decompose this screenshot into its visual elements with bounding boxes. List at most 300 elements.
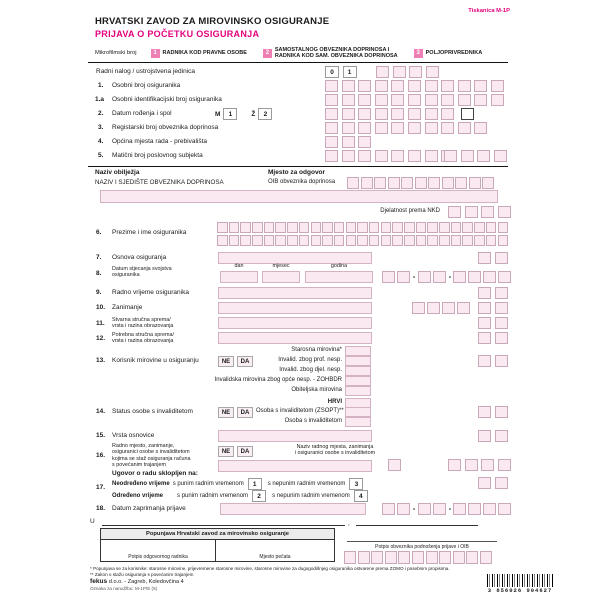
input-cell[interactable] (441, 80, 454, 92)
input-cell[interactable] (358, 94, 371, 106)
attr-col1-header: Naziv obilježja (95, 169, 140, 176)
field-17-code-cells (478, 477, 511, 489)
sex-m-label: M (215, 110, 221, 118)
field-15-number: 15. (96, 432, 106, 439)
neodredjeno-label: Neodređeno vrijeme (112, 481, 170, 487)
input-cell[interactable] (252, 222, 263, 233)
hrvi-label: HRVI (327, 399, 342, 405)
input-cell[interactable] (478, 430, 491, 442)
field-18-year-cells (453, 503, 513, 515)
input-cell[interactable] (461, 150, 474, 162)
invalid-opca-label: Invalidska mirovina zbog opće nesp. - ZOHBDR (214, 377, 342, 383)
input-cell[interactable] (425, 122, 438, 134)
input-cell[interactable] (217, 235, 228, 246)
field-8-day-bar[interactable] (220, 271, 258, 283)
input-cell[interactable] (358, 80, 371, 92)
field-11-label-line1: Stvarna stručna sprema/ (112, 317, 171, 323)
field-1a-cells (325, 94, 508, 106)
field-16-single-cell (388, 459, 405, 471)
input-cell[interactable] (375, 150, 388, 162)
field-5-cells (325, 150, 458, 162)
input-cell[interactable] (469, 177, 481, 189)
input-cell[interactable] (442, 177, 454, 189)
input-cell[interactable] (408, 122, 421, 134)
input-cell[interactable] (427, 222, 438, 233)
input-cell[interactable] (412, 551, 424, 564)
radni-nalog-label: Radni nalog / ustrojstvena jedinica (96, 68, 196, 75)
field-3-label: Registarski broj obveznika doprinosa (112, 124, 219, 131)
input-cell[interactable] (358, 108, 371, 120)
input-cell[interactable] (252, 235, 263, 246)
odredjeno-label: Određeno vrijeme (112, 493, 164, 499)
option-3-label: POLJOPRIVREDNIKA (425, 50, 483, 57)
footnote-1: * Popunjava se za korisnike: starosne mirovine, prijevremene starosne mirovine, starosne mirovine za dugogodišnjeg osiguranika ostvarene prema ZOMO i posebnim propisima. (90, 566, 450, 571)
input-cell[interactable] (448, 206, 461, 218)
input-cell[interactable] (478, 477, 491, 489)
input-cell[interactable] (375, 108, 388, 120)
code-1-box[interactable]: 1 (248, 478, 262, 490)
field-10-input-bar[interactable] (218, 302, 372, 314)
printer-name: fekus (90, 578, 108, 585)
input-cell[interactable] (481, 459, 494, 471)
input-cell[interactable] (388, 177, 400, 189)
input-cell[interactable] (392, 222, 403, 233)
input-cell[interactable] (408, 108, 421, 120)
input-cell[interactable] (229, 222, 240, 233)
place-label: U (90, 518, 95, 525)
input-cell[interactable] (388, 459, 401, 471)
input-cell[interactable] (478, 317, 491, 329)
input-cell[interactable] (491, 80, 504, 92)
field-5-number: 5. (98, 152, 104, 159)
input-cell[interactable] (342, 108, 355, 120)
input-cell[interactable] (391, 94, 404, 106)
option-1-code[interactable]: 1 (151, 49, 160, 58)
input-cell[interactable] (481, 206, 494, 218)
input-cell[interactable] (474, 94, 487, 106)
divider (88, 62, 508, 63)
input-cell[interactable] (397, 503, 410, 515)
place-line[interactable] (102, 518, 345, 526)
input-cell[interactable] (381, 235, 392, 246)
field-13-ne-box[interactable]: NE (218, 356, 234, 367)
field-7-code-cells (478, 252, 511, 264)
field-14-number: 14. (96, 408, 106, 415)
input-cell[interactable] (374, 177, 386, 189)
invalid-djel-box[interactable] (345, 366, 371, 376)
sex-answer-cell[interactable] (461, 108, 474, 120)
input-cell[interactable] (451, 235, 462, 246)
input-cell[interactable] (498, 222, 509, 233)
input-cell[interactable] (358, 150, 371, 162)
input-cell[interactable] (342, 94, 355, 106)
stamp-cell[interactable] (216, 540, 334, 561)
input-cell[interactable] (375, 94, 388, 106)
input-cell[interactable] (468, 503, 481, 515)
input-cell[interactable] (299, 235, 310, 246)
input-cell[interactable] (371, 551, 383, 564)
input-cell[interactable] (458, 94, 471, 106)
input-cell[interactable] (455, 177, 467, 189)
field-6-cells-row2 (217, 235, 509, 246)
field-13-da-box[interactable]: DA (237, 356, 253, 367)
input-cell[interactable] (433, 503, 446, 515)
input-cell[interactable] (347, 177, 359, 189)
field-10-code-cells (478, 302, 511, 314)
input-cell[interactable] (357, 222, 368, 233)
comma: , (348, 520, 350, 527)
attr-col2-header: Mjesto za odgovor (268, 169, 326, 176)
option-2-code[interactable]: 2 (263, 49, 272, 58)
hzmo-table-header: Popunjava Hrvatski zavod za mirovinsko osiguranje (101, 529, 334, 540)
input-cell[interactable] (391, 122, 404, 134)
input-cell[interactable] (486, 235, 497, 246)
input-cell[interactable] (474, 235, 485, 246)
input-cell[interactable] (342, 150, 355, 162)
input-cell[interactable] (408, 150, 421, 162)
input-cell[interactable] (495, 355, 508, 367)
starosna-mirovina-label: Starosna mirovina* (291, 347, 342, 353)
naziv-input-bar[interactable] (100, 190, 498, 203)
input-cell[interactable] (453, 271, 466, 283)
input-cell[interactable] (404, 235, 415, 246)
input-cell[interactable] (474, 222, 485, 233)
input-cell[interactable] (361, 177, 373, 189)
input-cell[interactable] (491, 94, 504, 106)
input-cell[interactable] (358, 136, 371, 148)
field-15-label: Vrsta osnovice (112, 432, 155, 439)
option-2-label-line2: RADNIKA KOD SAM. OBVEZNIKA DOPRINOSA (274, 53, 398, 60)
zsopt-box[interactable] (345, 407, 371, 417)
input-cell[interactable] (275, 235, 286, 246)
input-cell[interactable] (322, 235, 333, 246)
field-8-label-line2: osiguranika (112, 272, 140, 279)
input-cell[interactable] (498, 459, 511, 471)
input-cell[interactable] (240, 222, 251, 233)
input-cell[interactable] (498, 206, 511, 218)
form-title: PRIJAVA O POČETKU OSIGURANJA (95, 29, 260, 39)
input-cell[interactable] (498, 271, 511, 283)
sex-m-code[interactable]: 1 (223, 108, 237, 120)
input-cell[interactable] (342, 136, 355, 148)
input-cell[interactable] (311, 235, 322, 246)
input-cell[interactable] (412, 302, 425, 314)
input-cell[interactable] (441, 94, 454, 106)
field-16-number: 16. (96, 452, 106, 459)
field-7-label: Osnova osiguranja (112, 254, 167, 261)
input-cell[interactable] (229, 235, 240, 246)
input-cell[interactable] (439, 222, 450, 233)
input-cell[interactable] (451, 222, 462, 233)
field-9-label: Radno vrijeme osiguranika (112, 289, 189, 296)
barcode-bars (487, 574, 553, 588)
input-cell[interactable] (346, 222, 357, 233)
osoba-invaliditet-label: Osoba s invaliditetom (284, 418, 342, 424)
input-cell[interactable] (409, 66, 422, 78)
input-cell[interactable] (391, 150, 404, 162)
input-cell[interactable] (428, 177, 440, 189)
input-cell[interactable] (465, 459, 478, 471)
field-8-month-bar[interactable] (262, 271, 300, 283)
input-cell[interactable] (416, 222, 427, 233)
sex-z-code[interactable]: 2 (258, 108, 272, 120)
input-cell[interactable] (369, 235, 380, 246)
input-cell[interactable] (427, 235, 438, 246)
input-cell[interactable] (391, 108, 404, 120)
field-15-input-bar[interactable] (218, 430, 372, 442)
field-4-number: 4. (98, 138, 104, 145)
input-cell[interactable] (325, 94, 338, 106)
input-cell[interactable] (458, 122, 471, 134)
input-cell[interactable] (425, 108, 438, 120)
input-cell[interactable] (468, 271, 481, 283)
input-cell[interactable] (375, 80, 388, 92)
input-cell[interactable] (483, 503, 496, 515)
field-1a-number: 1.a (95, 96, 105, 103)
field-4-cells (325, 136, 375, 148)
field-3-number: 3. (98, 124, 104, 131)
field-8-day-cells (382, 271, 412, 283)
date-dot (413, 276, 415, 278)
field-16-ne-box[interactable]: NE (218, 446, 234, 457)
input-cell[interactable] (264, 222, 275, 233)
input-cell[interactable] (495, 406, 508, 418)
input-cell[interactable] (433, 271, 446, 283)
field-16-da-box[interactable]: DA (237, 446, 253, 457)
input-cell[interactable] (325, 108, 338, 120)
input-cell[interactable] (325, 136, 338, 148)
input-cell[interactable] (498, 235, 509, 246)
field-1a-label: Osobni identifikacijski broj osiguranika (112, 96, 222, 103)
input-cell[interactable] (427, 302, 440, 314)
input-cell[interactable] (415, 177, 427, 189)
input-cell[interactable] (462, 222, 473, 233)
input-cell[interactable] (393, 66, 406, 78)
input-cell[interactable] (401, 177, 413, 189)
printer-address: d.o.o. - Zagreb, Koledovčina 4 (108, 579, 184, 585)
input-cell[interactable] (382, 503, 395, 515)
input-cell[interactable] (495, 287, 508, 299)
input-cell[interactable] (442, 302, 455, 314)
input-cell[interactable] (478, 355, 491, 367)
input-cell[interactable] (448, 459, 461, 471)
input-cell[interactable] (358, 122, 371, 134)
field-9-number: 9. (96, 289, 102, 296)
input-cell[interactable] (392, 235, 403, 246)
input-cell[interactable] (495, 252, 508, 264)
divider (88, 166, 508, 167)
input-cell[interactable] (495, 477, 508, 489)
input-cell[interactable] (385, 551, 397, 564)
input-cell[interactable] (346, 235, 357, 246)
input-cell[interactable] (408, 94, 421, 106)
input-cell[interactable] (425, 94, 438, 106)
input-cell[interactable] (478, 406, 491, 418)
input-cell[interactable] (408, 80, 421, 92)
obveznik-signature-caption: Potpis obveznika podnošenja prijave i OIB (375, 544, 469, 550)
microfilm-label: Mikrofilmski broj (95, 49, 137, 56)
input-cell[interactable] (478, 252, 491, 264)
input-cell[interactable] (465, 206, 478, 218)
obiteljska-box[interactable] (345, 386, 371, 396)
code-3-box[interactable]: 3 (349, 478, 363, 490)
date-dot (413, 508, 415, 510)
field-16-label-line1: Radno mjesto, zanimanje, (112, 443, 175, 449)
input-cell[interactable] (457, 302, 470, 314)
input-cell[interactable] (381, 222, 392, 233)
input-cell[interactable] (299, 222, 310, 233)
barcode-digits: 3 856026 904627 (487, 587, 553, 594)
input-cell[interactable] (474, 80, 487, 92)
option-2-label-line1: SAMOSTALNOG OBVEZNIKA DOPRINOSA I (274, 47, 390, 53)
input-cell[interactable] (264, 235, 275, 246)
form-code-label: Tiskanica M-1P (468, 8, 510, 14)
field-2-label: Datum rođenja i spol (112, 110, 172, 117)
field-10-cells (412, 302, 472, 314)
field-8-number: 8. (96, 270, 102, 277)
nkd-label: Djelatnost prema NKD (380, 208, 440, 214)
input-cell[interactable] (441, 108, 454, 120)
field-17-number: 17. (96, 484, 106, 491)
option-3-code[interactable]: 3 (414, 49, 423, 58)
input-cell[interactable] (426, 551, 438, 564)
oib-label: OIB obveznika doprinosa (268, 179, 336, 185)
input-cell[interactable] (474, 122, 487, 134)
input-cell[interactable] (466, 551, 478, 564)
field-18-day-cells (382, 503, 412, 515)
code-2-box[interactable]: 2 (252, 490, 266, 502)
input-cell[interactable] (418, 271, 431, 283)
field-6-label: Prezime i ime osiguranika (112, 229, 187, 236)
input-cell[interactable] (453, 503, 466, 515)
input-cell[interactable] (439, 235, 450, 246)
field-16-cells (448, 459, 514, 471)
field-9-input-bar[interactable] (218, 287, 372, 299)
input-cell[interactable] (483, 271, 496, 283)
input-cell[interactable] (287, 222, 298, 233)
input-cell[interactable] (334, 235, 345, 246)
input-cell[interactable] (495, 430, 508, 442)
field-14-da-box[interactable]: DA (237, 407, 253, 418)
input-cell[interactable] (462, 235, 473, 246)
input-cell[interactable] (325, 150, 338, 162)
input-cell[interactable] (391, 80, 404, 92)
field-18-month-cells (418, 503, 448, 515)
input-cell[interactable] (482, 177, 494, 189)
input-cell[interactable] (344, 551, 356, 564)
input-cell[interactable] (478, 302, 491, 314)
input-cell[interactable] (376, 66, 389, 78)
input-cell[interactable] (478, 332, 491, 344)
input-cell[interactable] (458, 80, 471, 92)
input-cell[interactable] (342, 122, 355, 134)
field-14-ne-box[interactable]: NE (218, 407, 234, 418)
code-4-box[interactable]: 4 (354, 490, 368, 502)
input-cell[interactable] (495, 302, 508, 314)
input-cell[interactable] (397, 271, 410, 283)
input-cell[interactable] (357, 235, 368, 246)
field-18-input-bar[interactable] (220, 503, 366, 515)
nepunim-label-2: s nepunim radnim vremenom (272, 493, 350, 499)
invalid-opca-box[interactable] (345, 376, 371, 386)
field-18-label: Datum zaprimanja prijave (112, 505, 186, 512)
field-1-cells (325, 80, 508, 92)
input-cell[interactable] (382, 271, 395, 283)
input-cell[interactable] (494, 150, 507, 162)
input-cell[interactable] (495, 317, 508, 329)
field-11-number: 11. (96, 320, 105, 327)
field-1-number: 1. (98, 82, 104, 89)
input-cell[interactable] (240, 235, 251, 246)
input-cell[interactable] (217, 222, 228, 233)
field-8-month-cells (418, 271, 448, 283)
input-cell[interactable] (425, 80, 438, 92)
input-cell[interactable] (398, 551, 410, 564)
field-4-label: Općina mjesta rada - prebivališta (112, 138, 208, 145)
input-cell[interactable] (416, 235, 427, 246)
input-cell[interactable] (325, 80, 338, 92)
obveznik-oib-cells (344, 551, 494, 564)
field-11-input-bar[interactable] (218, 317, 372, 329)
input-cell[interactable] (325, 122, 338, 134)
input-cell[interactable] (480, 551, 492, 564)
field-8-year-bar[interactable] (305, 271, 373, 283)
input-cell[interactable] (453, 551, 465, 564)
input-cell[interactable] (477, 150, 490, 162)
input-cell[interactable] (311, 222, 322, 233)
osoba-invaliditet-box[interactable] (345, 417, 371, 427)
input-cell[interactable] (486, 222, 497, 233)
date-dot (449, 508, 451, 510)
field-16-input-bar[interactable] (218, 460, 372, 472)
signature-clerk-cell[interactable] (101, 540, 216, 561)
input-cell[interactable] (418, 503, 431, 515)
input-cell[interactable] (426, 66, 439, 78)
field-11-label-line2: vrsta i razina obrazovanja (112, 323, 174, 330)
input-cell[interactable] (498, 503, 511, 515)
input-cell[interactable] (342, 80, 355, 92)
input-cell[interactable] (404, 222, 415, 233)
input-cell[interactable] (444, 150, 457, 162)
punim-label-1: s punim radnim vremenom (172, 481, 244, 487)
radni-nalog-cells (376, 66, 442, 78)
field-12-input-bar[interactable] (218, 332, 372, 344)
starosna-mirovina-box[interactable] (345, 346, 371, 356)
field-5-label: Matični broj poslovnog subjekta (112, 152, 203, 159)
field-2-cells (325, 108, 458, 120)
footnote-2: ** Zakon o stažu osiguranja s povećanim trajanjem (90, 572, 194, 577)
field-15-code-cells (478, 430, 511, 442)
input-cell[interactable] (287, 235, 298, 246)
input-cell[interactable] (441, 122, 454, 134)
field-12-number: 12. (96, 335, 106, 342)
input-cell[interactable] (358, 551, 370, 564)
input-cell[interactable] (425, 150, 438, 162)
date-line[interactable] (356, 518, 478, 526)
input-cell[interactable] (334, 222, 345, 233)
input-cell[interactable] (439, 551, 451, 564)
input-cell[interactable] (369, 222, 380, 233)
input-cell[interactable] (478, 287, 491, 299)
input-cell[interactable] (322, 222, 333, 233)
obveznik-signature-line[interactable] (347, 541, 497, 542)
signature-clerk-caption: Potpis odgovornog radnika (128, 554, 188, 560)
invalid-prof-box[interactable] (345, 356, 371, 366)
field-16-label-line2: osiguranici osobe s invaliditetom (112, 449, 190, 456)
input-cell[interactable] (275, 222, 286, 233)
input-cell[interactable] (495, 332, 508, 344)
input-cell[interactable] (375, 122, 388, 134)
